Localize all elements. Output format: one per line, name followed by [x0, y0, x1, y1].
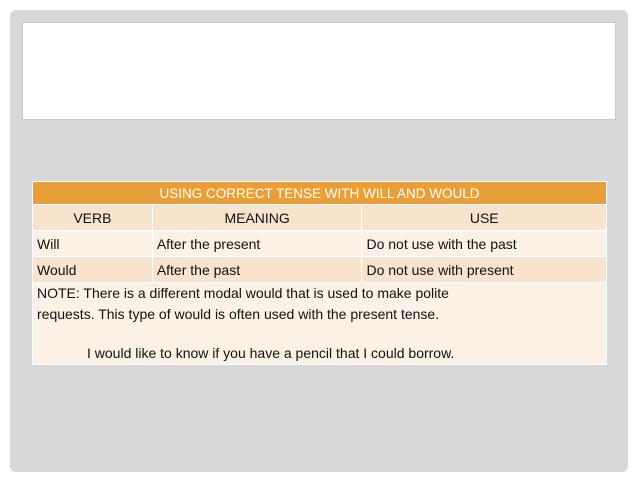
table-title: USING CORRECT TENSE WITH WILL AND WOULD	[33, 182, 607, 205]
slide-title-placeholder	[22, 22, 616, 120]
column-header-use: USE	[362, 205, 607, 231]
note-cell	[33, 283, 607, 365]
column-header-verb: VERB	[33, 205, 153, 231]
column-header-row	[33, 205, 607, 231]
note-line-1: NOTE: There is a different modal would that is used to make polite	[37, 285, 449, 301]
column-header-meaning: MEANING	[152, 205, 362, 231]
cell-verb: Would	[33, 257, 153, 283]
table-row	[33, 231, 607, 257]
note-row	[33, 283, 607, 365]
note-line-2: requests. This type of would is often used with the present tense.	[37, 306, 440, 322]
table-title-row	[33, 182, 607, 205]
tense-table	[32, 181, 607, 365]
cell-meaning: After the present	[152, 231, 362, 257]
cell-verb: Will	[33, 231, 153, 257]
cell-use: Do not use with the past	[362, 231, 607, 257]
note-example: I would like to know if you have a pencil that I could borrow.	[87, 345, 455, 361]
cell-use: Do not use with present	[362, 257, 607, 283]
table-row	[33, 257, 607, 283]
cell-meaning: After the past	[152, 257, 362, 283]
